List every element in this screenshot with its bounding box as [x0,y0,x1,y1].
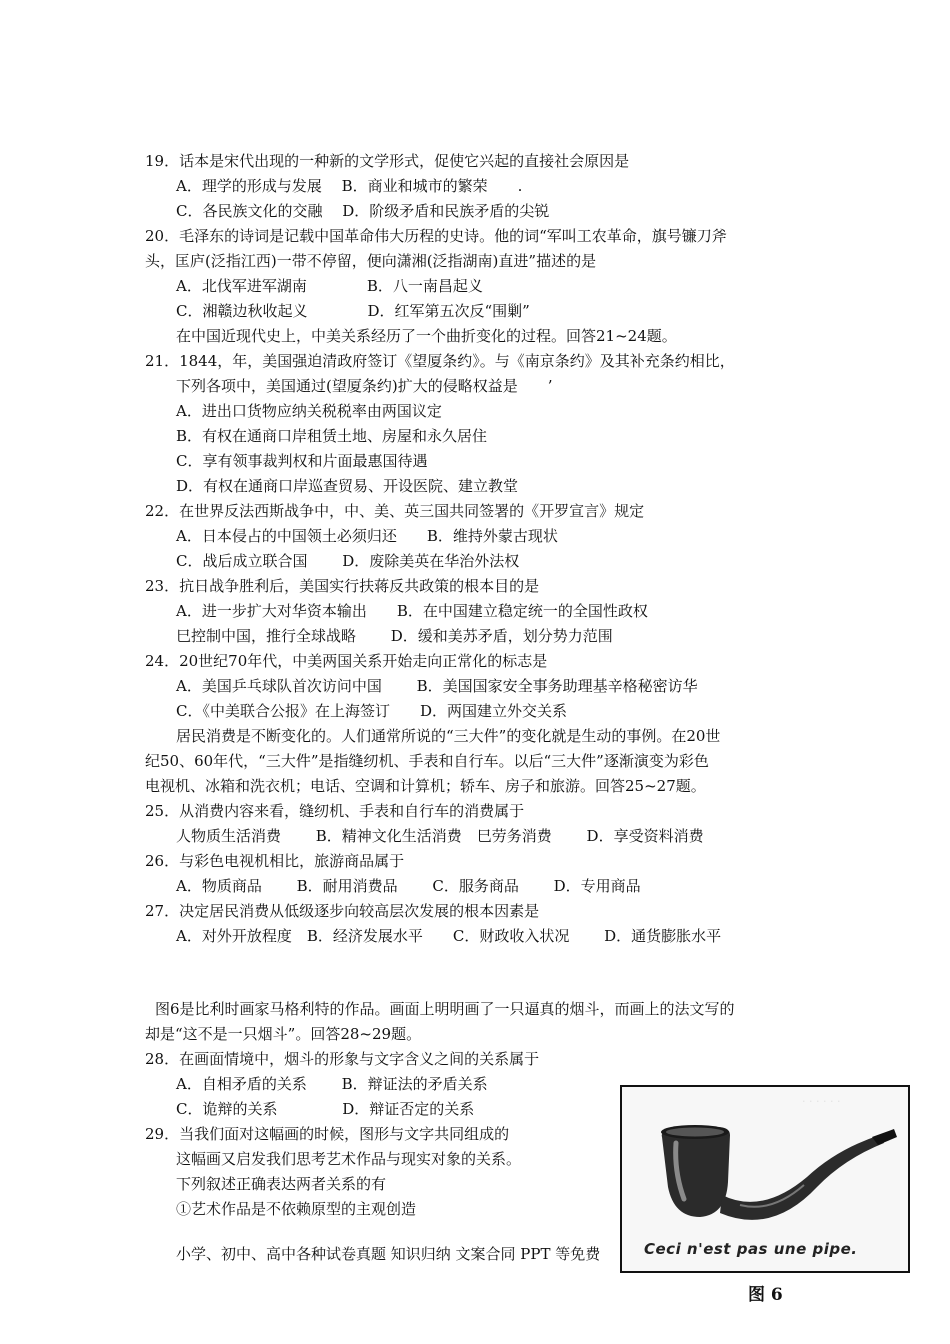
text-line-q29: 29．当我们面对这幅画的时候，图形与文字共同组成的 [145,1125,510,1143]
text-line-q20cd: C．湘赣边秋收起义 D．红军第五次反“围剿” [176,302,530,320]
text-line-q28: 28．在画面情境中，烟斗的形象与文字含义之间的关系属于 [145,1050,540,1068]
text-line-q22: 22．在世界反法西斯战争中，中、美、英三国共同签署的《开罗宣言》规定 [145,502,645,520]
text-line-q22cd: C．战后成立联合国 D．废除美英在华治外法权 [176,552,520,570]
text-line-q24: 24．20世纪70年代，中美两国关系开始走向正常化的标志是 [145,652,548,670]
text-line-intro21: 在中国近现代史上，中美关系经历了一个曲折变化的过程。回答21~24题。 [176,327,677,345]
text-line-intro25b: 纪50、60年代，“三大件”是指缝纫机、手表和自行车。以后“三大件”逐渐演变为彩色 [145,752,709,770]
text-line-q21b: 下列各项中，美国通过(望厦条约)扩大的侵略权益是 ’ [176,377,553,395]
text-line-q25: 25．从消费内容来看，缝纫机、手表和自行车的消费属于 [145,802,525,820]
text-line-q23cd: 巳控制中国，推行全球战略 D．缓和美苏矛盾，划分势力范围 [176,627,613,645]
figure-6-painting [620,1085,910,1273]
text-line-q24ab: A．美国乒乓球队首次访问中国 B．美国国家安全事务助理基辛格秘密访华 [176,677,698,695]
text-line-q21c: C．享有领事裁判权和片面最惠国待遇 [176,452,428,470]
text-line-q19: 19．话本是宋代出现的一种新的文学形式，促使它兴起的直接社会原因是 [145,152,630,170]
text-line-q20: 20．毛泽东的诗词是记载中国革命伟大历程的史诗。他的词“军叫工农革命，旗号镰刀斧 [145,227,727,245]
text-line-q29d: ①艺术作品是不依赖原型的主观创造 [176,1200,417,1218]
painting-inscription: Ceci n'est pas une pipe. [644,1240,858,1258]
text-line-footer: 小学、初中、高中各种试卷真题 知识归纳 文案合同 PPT 等免费 [176,1245,601,1263]
text-line-q21bb: B．有权在通商口岸租赁土地、房屋和永久居住 [176,427,488,445]
bleed-through-text: · · · · · · [802,1095,841,1108]
text-line-q24cd: C．《中美联合公报》在上海签订 D．两国建立外交关系 [176,702,568,720]
text-line-q23ab: A．进一步扩大对华资本输出 B．在中国建立稳定统一的全国性政权 [176,602,648,620]
text-line-q27o: A．对外开放程度 B．经济发展水平 C．财政收入状况 D．通货膨胀水平 [176,927,722,945]
text-line-q29b: 这幅画又启发我们思考艺术作品与现实对象的关系。 [176,1150,522,1168]
text-line-q29c: 下列叙述正确表达两者关系的有 [176,1175,387,1193]
text-line-intro25a: 居民消费是不断变化的。人们通常所说的“三大件”的变化就是生动的事例。在20世 [176,727,721,745]
text-line-q27: 27．决定居民消费从低级逐步向较高层次发展的根本因素是 [145,902,540,920]
text-line-q28ab: A．自相矛盾的关系 B．辩证法的矛盾关系 [176,1075,488,1093]
text-line-q26o: A．物质商品 B．耐用消费品 C．服务商品 D．专用商品 [176,877,641,895]
text-line-q21: 21．1844，年，美国强迫清政府签订《望厦条约》。与《南京条约》及其补充条约相比， [145,352,735,370]
text-line-intro28b: 却是“这不是一只烟斗”。回答28~29题。 [145,1025,422,1043]
text-line-q19ab: A．理学的形成与发展 B．商业和城市的繁荣 . [176,177,523,195]
text-line-q20ab: A．北伐军进军湖南 B．八一南昌起义 [176,277,483,295]
text-line-q21d: D．有权在通商口岸巡查贸易、开设医院、建立教堂 [176,477,519,495]
text-line-q23: 23．抗日战争胜利后，美国实行扶蒋反共政策的根本目的是 [145,577,540,595]
text-line-q20b: 头，匡庐(泛指江西)一带不停留，便向潇湘(泛指湖南)直进”描述的是 [145,252,597,270]
text-line-intro25c: 电视机、冰箱和洗衣机；电话、空调和计算机；轿车、房子和旅游。回答25~27题。 [145,777,706,795]
text-line-q26: 26．与彩色电视机相比，旅游商品属于 [145,852,405,870]
text-line-q22ab: A．日本侵占的中国领土必须归还 B．维持外蒙古现状 [176,527,558,545]
text-line-q19cd: C．各民族文化的交融 D．阶级矛盾和民族矛盾的尖锐 [176,202,550,220]
figure-label: 图 6 [748,1285,783,1305]
text-line-q28cd: C．诡辩的关系 D．辩证否定的关系 [176,1100,475,1118]
text-line-q25o: 人物质生活消费 B．精神文化生活消费 巳劳务消费 D．享受资料消费 [176,827,704,845]
text-line-intro28a: 图6是比利时画家马格利特的作品。画面上明明画了一只逼真的烟斗，而画上的法文写的 [155,1000,735,1018]
text-line-q21a: A．进出口货物应纳关税税率由两国议定 [176,402,442,420]
